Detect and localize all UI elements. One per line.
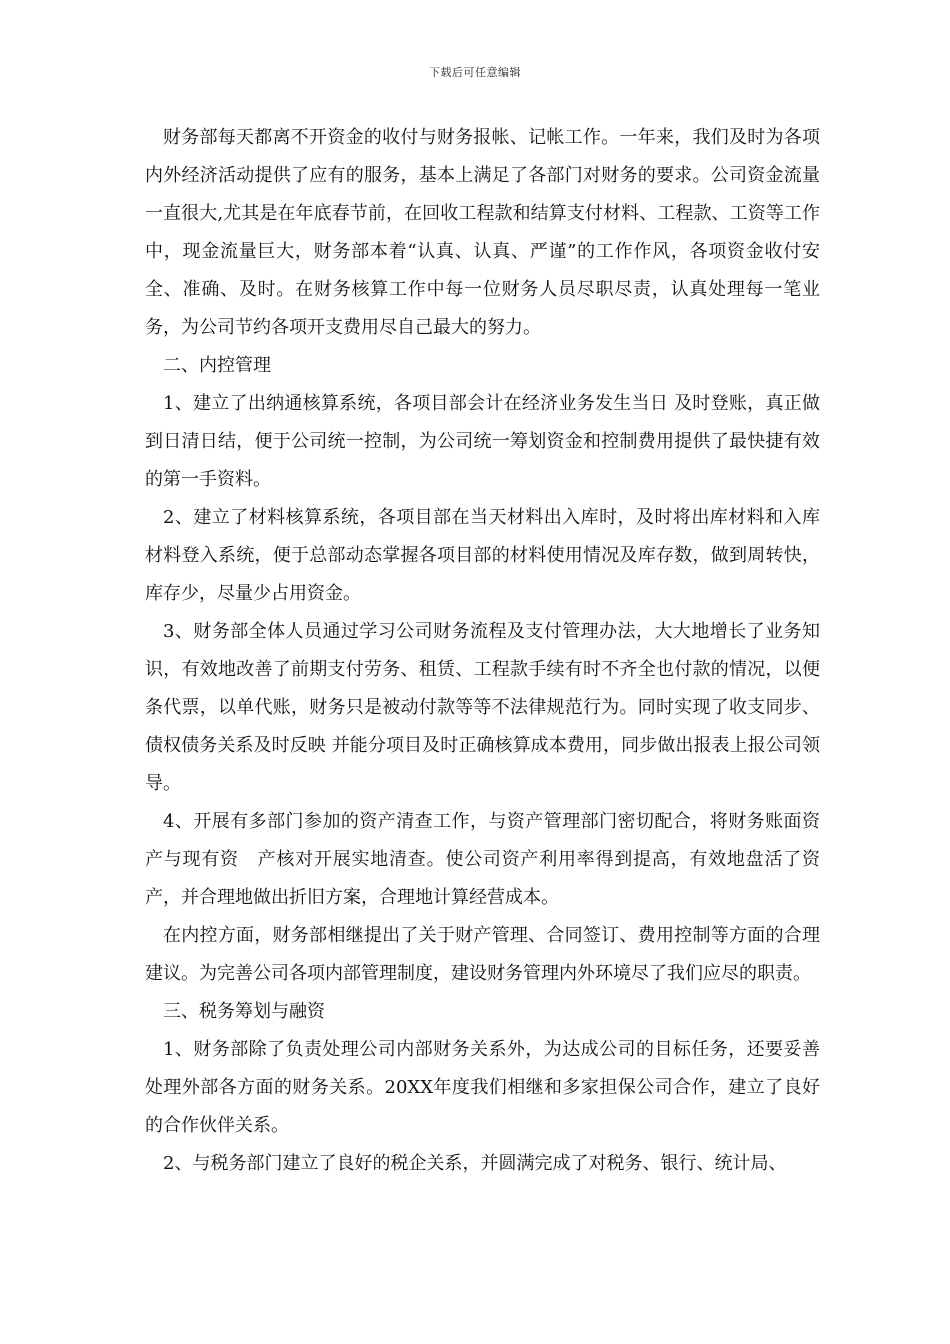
- paragraph-item-1: 1、建立了出纳通核算系统，各项目部会计在经济业务发生当日 及时登账，真正做到日清日结，便于公司统一控制，为公司统一筹划资金和控制费用提供了最快捷有效的第一手资料。: [145, 393, 820, 490]
- section-heading-tax-financing: 三、税务筹划与融资: [163, 1001, 325, 1022]
- document-body: [145, 119, 820, 1183]
- paragraph-tax-item-1: 1、财务部除了负责处理公司内部财务关系外，为达成公司的目标任务，还要妥善处理外部各方面的财务关系。20XX年度我们相继和多家担保公司合作，建立了良好的合作伙伴关系。: [145, 1039, 820, 1136]
- paragraph-cash-work: 财务部每天都离不开资金的收付与财务报帐、记帐工作。一年来，我们及时为各项内外经济活动提供了应有的服务，基本上满足了各部门对财务的要求。公司资金流量一直很大,尤其是在年底春节前，在回收工程款和结算支付材料、工程款、工资等工作中，现金流量巨大，财务部本着“认真、认真、严谨”的工作作风，各项资金收付安全、准确、及时。在财务核算工作中每一位财务人员尽职尽责，认真处理每一笔业务，为公司节约各项开支费用尽自己最大的努力。: [145, 127, 820, 338]
- paragraph-item-3: 3、财务部全体人员通过学习公司财务流程及支付管理办法，大大地增长了业务知识，有效地改善了前期支付劳务、租赁、工程款手续有时不齐全也付款的情况，以便条代票，以单代账，财务只是被动付款等等不法律规范行为。同时实现了收支同步、债权债务关系及时反映 并能分项目及时正确核算成本费用，同步做出报表上报公司领导。: [145, 621, 820, 794]
- paragraph-item-2: 2、建立了材料核算系统，各项目部在当天材料出入库时，及时将出库材料和入库材料登入系统，便于总部动态掌握各项目部的材料使用情况及库存数，做到周转快，库存少，尽量少占用资金。: [145, 507, 820, 604]
- section-heading-internal-control: 二、内控管理: [163, 355, 271, 376]
- paragraph-item-4: 4、开展有多部门参加的资产清查工作，与资产管理部门密切配合，将财务账面资产与现有资 产核对开展实地清查。使公司资产利用率得到提高，有效地盘活了资产，并合理地做出折旧方案，合理地计算经营成本。: [145, 811, 820, 908]
- paragraph-tax-item-2: 2、与税务部门建立了良好的税企关系，并圆满完成了对税务、银行、统计局、: [163, 1153, 787, 1174]
- page-header: 下载后可任意编辑: [429, 66, 521, 79]
- paragraph-internal-control-summary: 在内控方面，财务部相继提出了关于财产管理、合同签订、费用控制等方面的合理建议。为完善公司各项内部管理制度，建设财务管理内外环境尽了我们应尽的职责。: [145, 925, 820, 984]
